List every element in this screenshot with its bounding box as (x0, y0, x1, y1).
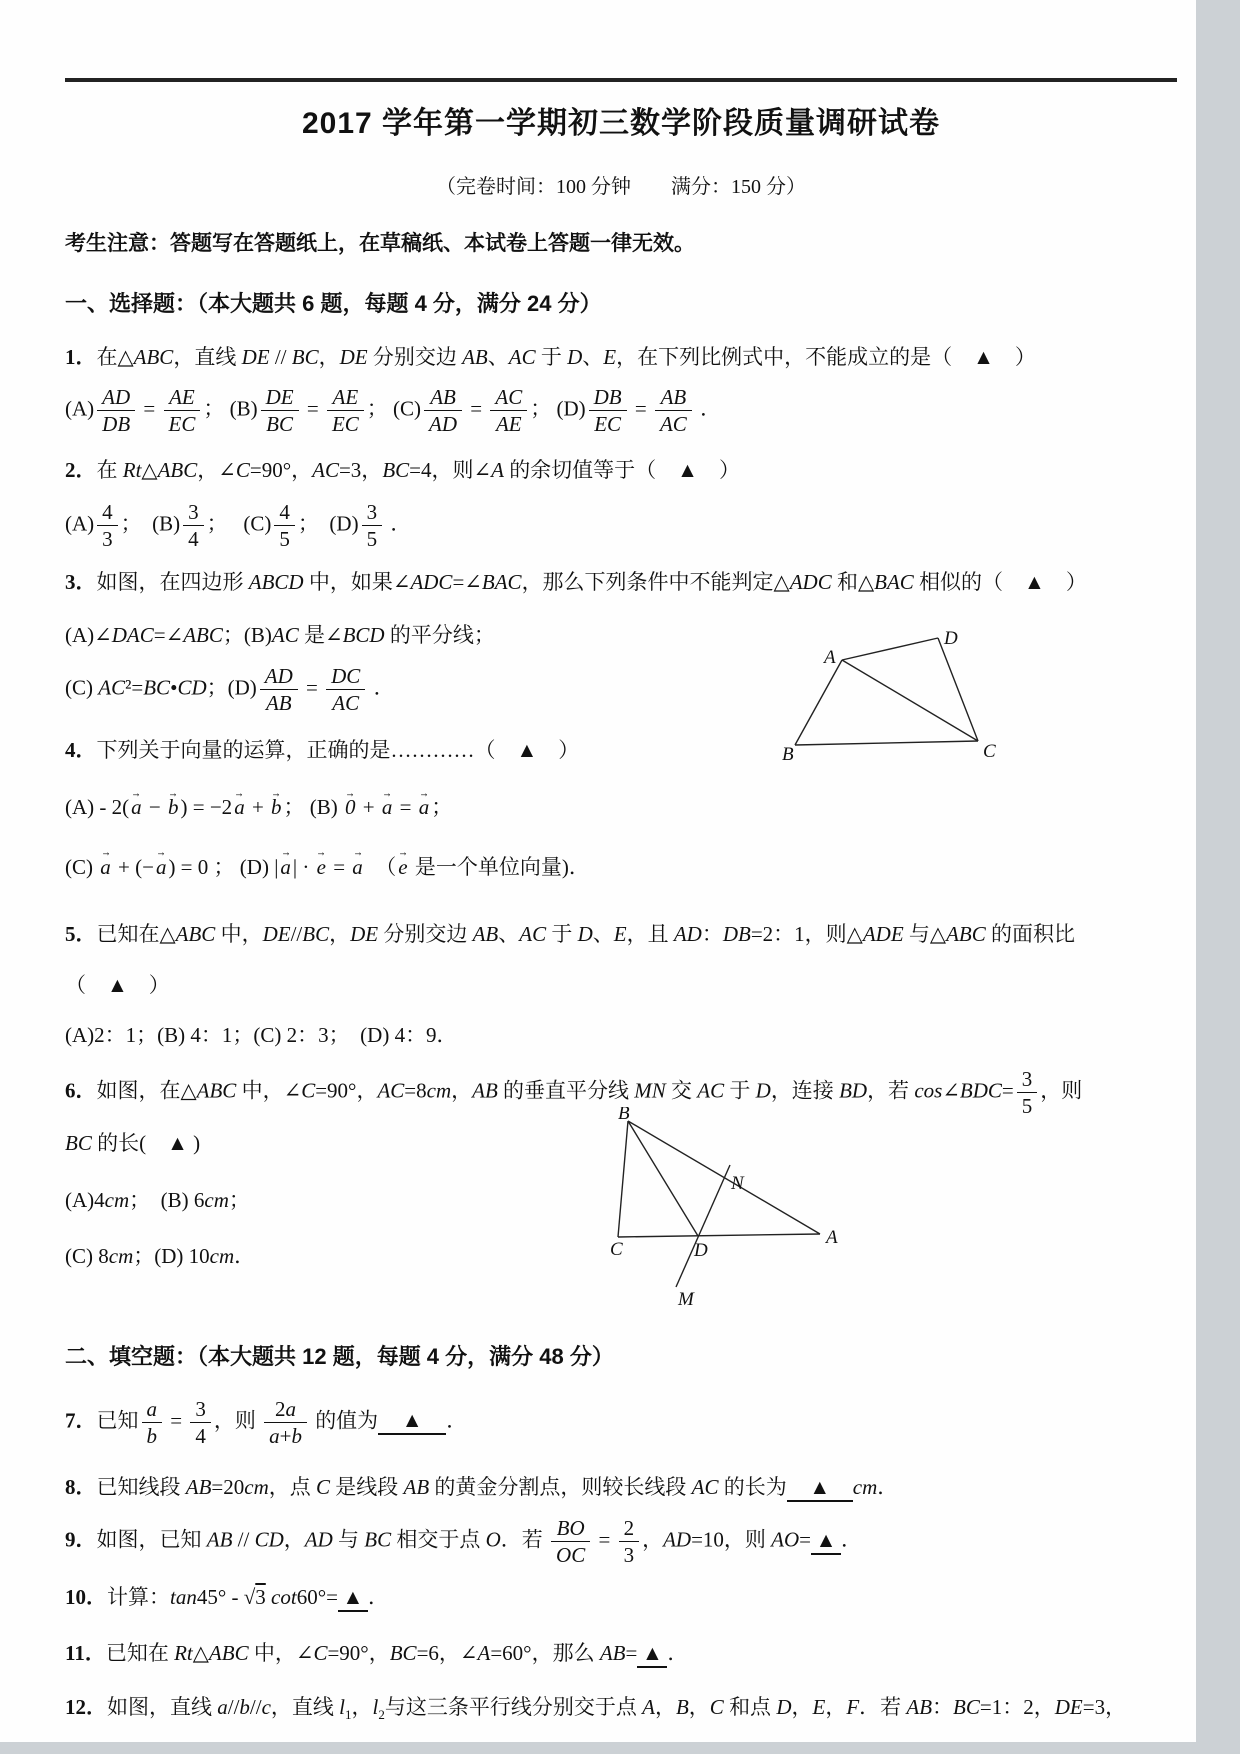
vertex-label-c: C (983, 741, 996, 763)
section-1-heading: 一、选择题：（本大题共 6 题，每题 4 分，满分 24 分） (65, 291, 602, 316)
question-6-text: 6．如图，在△ABC 中，∠C=90°，AC=8cm，AB 的垂直平分线 MN 交 AC 于 D，连接 BD，若 cos∠BDC= $\frac{3}{5}$ ，则 (65, 1066, 1083, 1118)
question-2-options: (A) $\frac{4}{3}$ ； (B) $\frac{3}{4}$ ； (C) $\frac{4}{5}$ ； (D) $\frac{3}{5}$ ． (65, 499, 412, 552)
vertex-label-b: B (782, 744, 794, 764)
vertex-label-a: A (826, 1226, 838, 1248)
question-6-options-cd: (C) 8cm；(D) 10cm． (65, 1243, 256, 1268)
diagonal-ac (842, 660, 978, 741)
question-12-text: 12．如图，直线 a//b//c，直线 $l_1$，$l_2$与这三条平行线分别交于点 A，B，C 和点 D，E，F．若 AB：BC=1：2，DE=3， (65, 1694, 1127, 1722)
figure-q3-lines (795, 638, 978, 745)
question-3-4-block (65, 569, 1177, 881)
header-rule (65, 78, 1177, 82)
point-label-d: D (694, 1239, 708, 1261)
figure-q6-triangle (610, 1107, 838, 1312)
question-7-text: 7．已知 $\frac{a}{b}$ = $\frac{3}{4}$ ，则 $\frac{2a}{a+b}$ 的值为 ▲ ． (65, 1396, 468, 1449)
question-6-options-ab: (A)4cm； (B) 6cm； (65, 1188, 250, 1213)
question-5-text-cont: （ ▲ ） (65, 973, 170, 998)
question-4-text: 4．下列关于向量的运算，正确的是…………（ ▲ ） (65, 738, 580, 763)
vertex-label-c: C (610, 1238, 623, 1260)
figure-q6-lines (618, 1121, 820, 1287)
exam-time-score-subtitle: （完卷时间：100 分钟 满分：150 分） (436, 176, 806, 198)
question-9-text: 9．如图，已知 AB // CD，AD 与 BC 相交于点 O．若 $\frac{BO}{OC}$ = $\frac{2}{3}$ ，AD=10，则 AO= ▲ ． (65, 1516, 862, 1568)
page-title: 2017 学年第一学期初三数学阶段质量调研试卷 (301, 107, 941, 140)
page-content (65, 0, 1177, 1724)
question-3-options-cd: (C) AC²=BC•CD；(D) $\frac{AD}{AB}$ = $\frac{DC}{AC}$ ． (65, 663, 395, 715)
section-2-heading: 二、填空题：（本大题共 12 题，每题 4 分，满分 48 分） (65, 1343, 614, 1369)
scan-edge-bottom (0, 1742, 1240, 1754)
question-6-text-line2: BC 的长( ▲ ) (65, 1131, 201, 1156)
leg-ca (618, 1234, 820, 1237)
question-5-options: (A)2：1；(B) 4：1；(C) 2：3； (D) 4：9． (65, 1022, 458, 1047)
question-4-options-ab: (A) - 2(→ a − → b) = −2→ a + → b； (B) → 0 + → a = → a； (65, 794, 1177, 821)
edge-bc (795, 741, 978, 745)
candidate-notice: 考生注意：答题写在答题纸上，在草稿纸、本试卷上答题一律无效。 (65, 232, 695, 255)
edge-dc (938, 638, 978, 741)
point-label-n: N (731, 1172, 744, 1194)
bisector-mn (676, 1165, 730, 1287)
question-3-text: 3．如图，在四边形 ABCD 中，如果∠ADC=∠BAC，那么下列条件中不能判定△ADC 和△BAC 相似的（ ▲ ） (65, 570, 1087, 595)
vertex-label-a: A (824, 647, 836, 669)
segment-bd (628, 1121, 698, 1236)
question-6-block (65, 1066, 1177, 1310)
question-5-text: 5．已知在△ABC 中，DE//BC，DE 分别交边 AB、AC 于 D、E，且 AD：DB=2：1，则△ADE 与△ABC 的面积比 (65, 921, 1075, 946)
question-1-text: 1．在△ABC，直线 DE // BC，DE 分别交边 AB、AC 于 D、E，在下列比例式中，不能成立的是（ ▲ ） (65, 345, 1036, 369)
point-label-m: M (678, 1288, 694, 1310)
edge-ad (842, 638, 938, 660)
leg-bc (618, 1121, 628, 1237)
question-3-options-ab: (A)∠DAC=∠ABC；(B)AC 是∠BCD 的平分线； (65, 623, 495, 648)
question-1-options: (A) $\frac{AD}{DB}$ = $\frac{AE}{EC}$ ； (B) $\frac{DE}{BC}$ = $\frac{AE}{EC}$ ； (C) $\frac{AB}{AD}$ = $\frac{AC}{AE}$ ； (D) $\frac{DB}{EC}$ = $\frac{AB}{AC}$ ． (65, 385, 722, 437)
question-11-text: 11．已知在 Rt△ABC 中，∠C=90°，BC=6，∠A=60°，那么 AB= ▲ ． (65, 1640, 1177, 1668)
edge-ab (795, 660, 842, 745)
figure-q3-quadrilateral (780, 631, 1000, 763)
question-8-text: 8．已知线段 AB=20cm，点 C 是线段 AB 的黄金分割点，则较长线段 AC 的长为 ▲ cm． (65, 1474, 1177, 1502)
vertex-label-d: D (944, 631, 958, 650)
question-10-text: 10．计算：tan45° - √3 cot60°= ▲ ． (65, 1584, 1177, 1612)
vertex-label-b: B (618, 1106, 630, 1124)
scan-edge-right (1196, 0, 1240, 1754)
question-4-options-cd: (C) → a + (−→ a) = 0 ； (D) |→ a| · → e = → a （→ e 是一个单位向量)． (65, 854, 1177, 881)
question-2-text: 2．在 Rt△ABC，∠C=90°，AC=3，BC=4，则∠A 的余切值等于（ ▲ ） (65, 457, 740, 482)
